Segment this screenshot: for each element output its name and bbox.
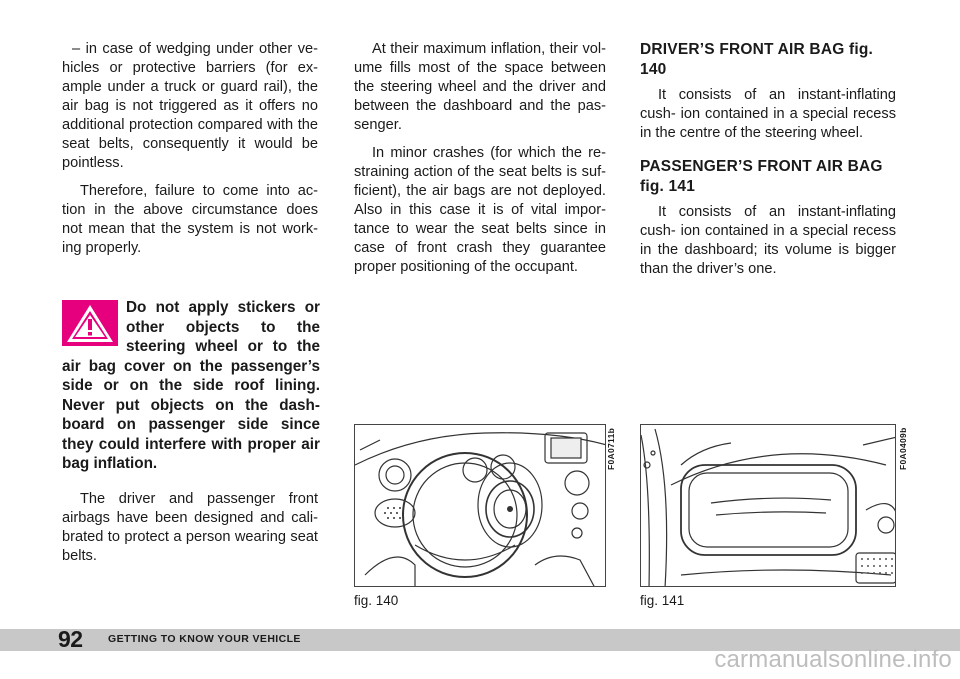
- column-right: [640, 40, 896, 288]
- section-heading: DRIVER’S FRONT AIR BAG fig. 140: [640, 41, 874, 78]
- figure-steering-wheel: [354, 424, 606, 587]
- dashboard-illustration: [641, 425, 896, 587]
- column-left-bottom: [62, 490, 318, 566]
- warning-triangle-icon: [62, 300, 118, 346]
- warning-box: [62, 298, 320, 474]
- section-title: GETTING TO KNOW YOUR VEHICLE: [108, 633, 301, 645]
- column-middle: [354, 40, 606, 286]
- watermark: carmanualsonline.info: [714, 646, 952, 673]
- paragraph: It consists of an instant-inflating cush- ion contained in a special recess in the dashboard; its volume is bigger than the driver’s one.: [640, 204, 896, 277]
- figure-code: F0A0711b: [606, 427, 616, 470]
- figure-code: F0A0409b: [898, 427, 908, 470]
- paragraph: It consists of an instant-inflating cush- ion contained in a special recess in the centre of the steering wheel.: [640, 87, 896, 141]
- paragraph: – in case of wedging under other ve- hicles or protective barriers (for ex- ample under a truck or guard rail), the air bag is not triggered as it offers no additional protection compared with the seat belts, consequently it would be pointless.: [62, 41, 318, 171]
- figure-passenger-airbag: [640, 424, 896, 587]
- paragraph: In minor crashes (for which the re- straining action of the seat belts is suf- ficient), the air bags are not deployed. Also in this case it is of vital impor- tance to wear the seat belts since in case of front crash they guarantee proper positioning of the occupant.: [354, 145, 606, 275]
- paragraph: The driver and passenger front airbags have been designed and cali- brated to protect a person wearing seat belts.: [62, 491, 318, 564]
- section-heading: PASSENGER’S FRONT AIR BAG fig. 141: [640, 158, 883, 195]
- page-number: 92: [58, 626, 83, 652]
- figure-caption: fig. 140: [354, 593, 399, 608]
- paragraph: Therefore, failure to come into ac- tion in the above circumstance does not mean that the system is not work- ing properly.: [62, 183, 318, 256]
- warning-text: Do not apply stickers or other objects to the steering wheel or to the air bag cover on the passenger’s side or on the side roof lining. Never put objects on the dash- board on passenger side since they could interfere with proper air bag inflation.: [62, 299, 320, 472]
- steering-wheel-illustration: [355, 425, 606, 587]
- figure-caption: fig. 141: [640, 593, 685, 608]
- paragraph: At their maximum inflation, their vol- ume fills most of the space between the steering wheel and the driver and between the dashboard and the pas- senger.: [354, 41, 606, 133]
- column-left: [62, 40, 318, 267]
